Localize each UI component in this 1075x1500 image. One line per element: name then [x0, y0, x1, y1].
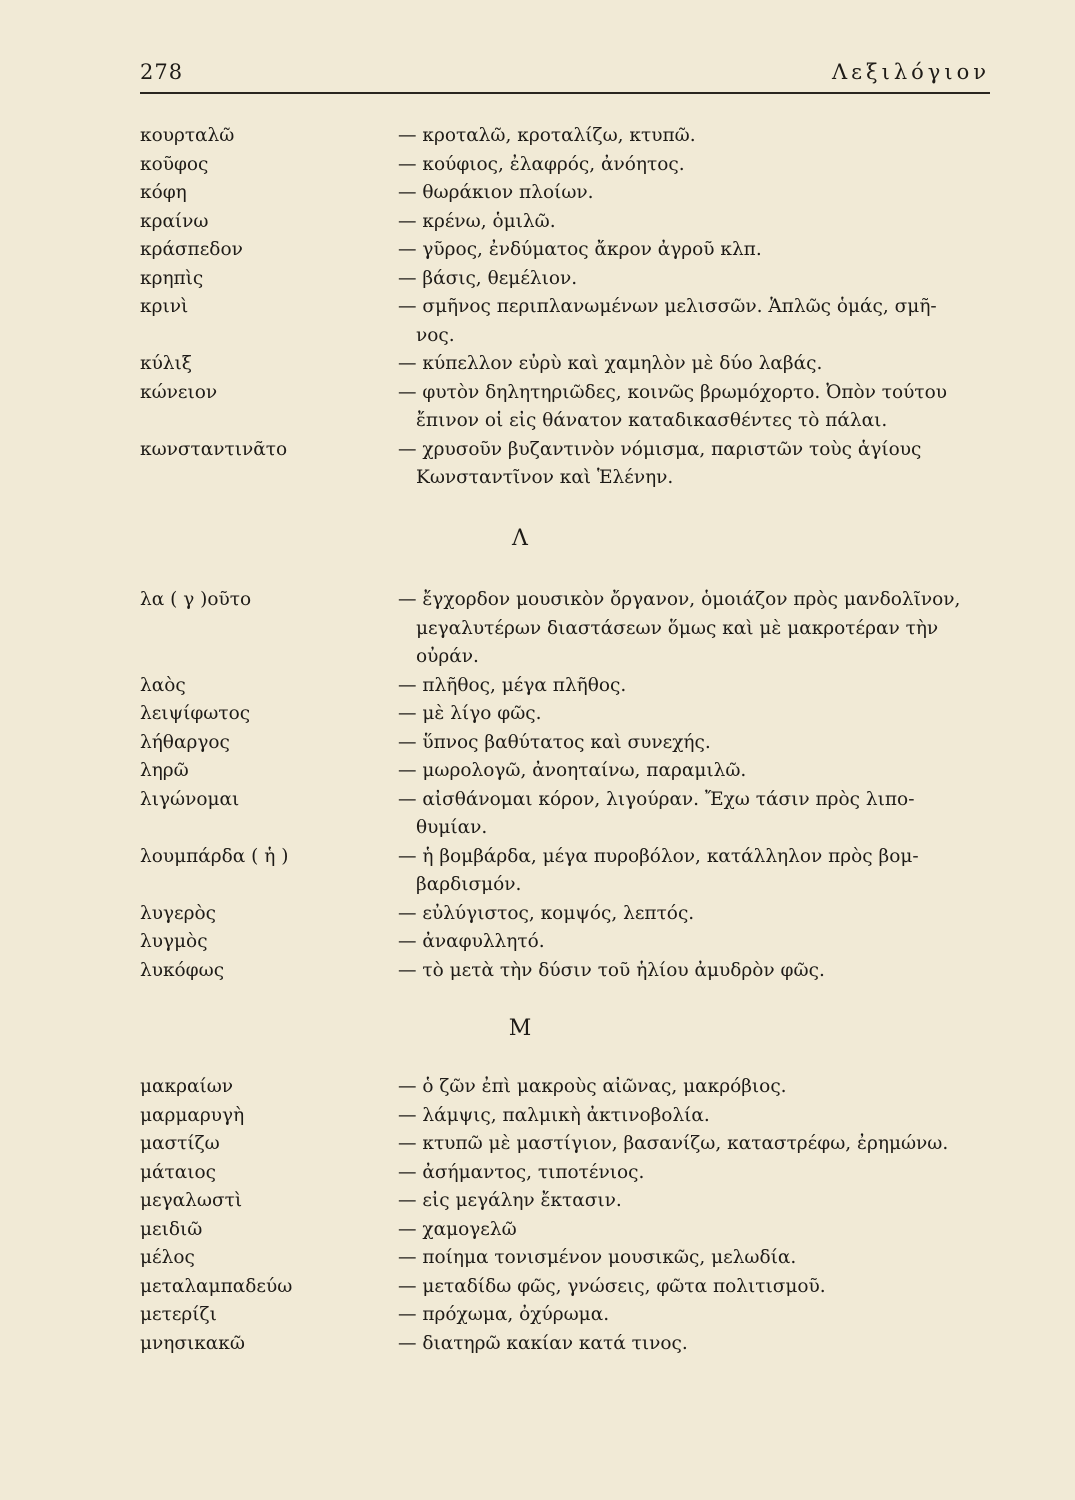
definition-line: — κύπελλον εὐρὺ καὶ χαμηλὸν μὲ δύο λαβάς. — [398, 353, 823, 374]
entry-definition — [398, 236, 998, 265]
entry-definition — [398, 586, 998, 672]
definition-line: — λάμψις, παλμικὴ ἀκτινοβολία. — [398, 1104, 710, 1126]
entry-headword: κράσπεδον — [140, 239, 243, 260]
definition-line: — σμῆνος περιπλανωμένων μελισσῶν. Ἁπλῶς ὁμάς, σμῆ- — [398, 296, 937, 317]
entry-headword: λυγερὸς — [140, 902, 216, 924]
entry-headword: μαστίζω — [140, 1133, 220, 1154]
entry-headword: κοῦφος — [140, 153, 209, 175]
entry-definition — [398, 179, 998, 208]
entry-definition — [398, 1330, 998, 1359]
dictionary-entry — [140, 1244, 1000, 1273]
entry-definition — [398, 265, 998, 294]
definition-line: — αἰσθάνομαι κόρον, λιγούραν. Ἔχω τάσιν πρὸς λιπο- — [398, 788, 915, 810]
entry-headword: λιγώνομαι — [140, 788, 240, 810]
entry-definition — [398, 1159, 998, 1188]
entry-headword: μειδιῶ — [140, 1218, 203, 1240]
definition-line: — διατηρῶ κακίαν κατά τινος. — [398, 1332, 688, 1354]
entry-definition — [398, 151, 998, 180]
dictionary-entry — [140, 1073, 1000, 1102]
dictionary-entry — [140, 786, 1000, 843]
letter-heading-lambda: Λ — [512, 526, 528, 551]
entry-definition — [398, 1301, 998, 1330]
entry-headword: λουμπάρδα ( ἡ ) — [140, 845, 289, 867]
dictionary-entry — [140, 672, 1000, 701]
dictionary-entry — [140, 265, 1000, 294]
entry-headword: λα ( γ )οῦτο — [140, 589, 252, 610]
definition-line: — κροταλῶ, κροταλίζω, κτυπῶ. — [398, 125, 696, 146]
entry-definition — [398, 1244, 998, 1273]
entry-definition — [398, 208, 998, 237]
dictionary-entry — [140, 957, 1000, 986]
definition-line: — θωράκιον πλοίων. — [398, 182, 594, 203]
definition-line: — ποίημα τονισμένον μουσικῶς, μελωδία. — [398, 1247, 797, 1268]
definition-line: — ἔγχορδον μουσικὸν ὄργανον, ὁμοιάζον πρὸς μανδολῖνον, — [398, 589, 961, 610]
dictionary-entry — [140, 179, 1000, 208]
entry-definition — [398, 1102, 998, 1131]
entry-headword: κώνειον — [140, 381, 218, 403]
definition-line: Κωνσταντῖνον καὶ Ἑλένην. — [416, 467, 674, 488]
entry-headword: μεγαλωστὶ — [140, 1190, 243, 1211]
entry-definition — [398, 1130, 998, 1159]
entry-definition — [398, 1216, 998, 1245]
dictionary-entry — [140, 900, 1000, 929]
definition-line: — φυτὸν δηλητηριῶδες, κοινῶς βρωμόχορτο. Ὀπὸν τούτου — [398, 381, 948, 403]
dictionary-entry — [140, 1102, 1000, 1131]
entry-headword: κουρταλῶ — [140, 125, 235, 146]
dictionary-entry — [140, 236, 1000, 265]
section-k — [140, 122, 1000, 493]
page-header — [140, 58, 990, 94]
definition-line: θυμίαν. — [416, 817, 488, 838]
dictionary-entry — [140, 350, 1000, 379]
entry-definition — [398, 436, 998, 493]
entry-headword: κωνσταντινᾶτο — [140, 438, 288, 460]
entry-headword: μνησικακῶ — [140, 1332, 245, 1354]
entry-headword: λειψίφωτος — [140, 703, 251, 724]
dictionary-entry — [140, 122, 1000, 151]
running-title: Λεξιλόγιον — [832, 60, 990, 84]
entry-definition — [398, 928, 998, 957]
entry-headword: μέλος — [140, 1247, 195, 1268]
definition-line: — μωρολογῶ, ἀνοηταίνω, παραμιλῶ. — [398, 760, 747, 781]
entry-definition — [398, 122, 998, 151]
dictionary-entry — [140, 1130, 1000, 1159]
definition-line: — πλῆθος, μέγα πλῆθος. — [398, 674, 627, 696]
entry-definition — [398, 757, 998, 786]
definition-line: — μεταδίδω φῶς, γνώσεις, φῶτα πολιτισμοῦ. — [398, 1275, 826, 1297]
definition-line: — κτυπῶ μὲ μαστίγιον, βασανίζω, καταστρέφω, ἐρημώνω. — [398, 1133, 949, 1154]
dictionary-entry — [140, 843, 1000, 900]
entry-headword: μεταλαμπαδεύω — [140, 1275, 293, 1297]
definition-line: — ὕπνος βαθύτατος καὶ συνεχής. — [398, 731, 711, 753]
definition-line: νος. — [416, 324, 455, 346]
dictionary-entry — [140, 700, 1000, 729]
dictionary-entry — [140, 1273, 1000, 1302]
definition-line: — εὐλύγιστος, κομψός, λεπτός. — [398, 902, 695, 924]
definition-line: βαρδισμόν. — [416, 874, 522, 895]
definition-line: — κούφιος, ἐλαφρός, ἀνόητος. — [398, 153, 685, 175]
letter-heading-mu: Μ — [508, 1016, 532, 1041]
entry-headword: λαὸς — [140, 674, 186, 696]
definition-line: — ἡ βομβάρδα, μέγα πυροβόλον, κατάλληλον πρὸς βομ- — [398, 845, 919, 867]
definition-line: — εἰς μεγάλην ἔκτασιν. — [398, 1190, 622, 1211]
dictionary-entry — [140, 208, 1000, 237]
entry-headword: κύλιξ — [140, 353, 192, 374]
entry-headword: ληρῶ — [140, 760, 189, 781]
entry-headword: μάταιος — [140, 1161, 216, 1183]
entry-headword: κρινὶ — [140, 296, 189, 317]
definition-line: μεγαλυτέρων διαστάσεων ὅμως καὶ μὲ μακροτέραν τὴν — [416, 617, 939, 639]
dictionary-entry — [140, 379, 1000, 436]
definition-line: — χαμογελῶ — [398, 1218, 517, 1240]
entry-definition — [398, 379, 998, 436]
definition-line: ἔπινον οἱ εἰς θάνατον καταδικασθέντες τὸ πάλαι. — [416, 410, 888, 431]
entry-definition — [398, 843, 998, 900]
entry-definition — [398, 729, 998, 758]
entry-headword: κραίνω — [140, 210, 209, 232]
section-m — [140, 1073, 1000, 1358]
dictionary-entry — [140, 757, 1000, 786]
dictionary-entry — [140, 586, 1000, 672]
definition-line: — μὲ λίγο φῶς. — [398, 703, 542, 724]
definition-line: — κρένω, ὁμιλῶ. — [398, 210, 556, 232]
definition-line: — πρόχωμα, ὀχύρωμα. — [398, 1304, 610, 1325]
entry-headword: λυκόφως — [140, 959, 225, 981]
dictionary-entry — [140, 293, 1000, 350]
definition-line: — βάσις, θεμέλιον. — [398, 267, 578, 289]
definition-line: — ἀναφυλλητό. — [398, 931, 545, 952]
dictionary-entry — [140, 1187, 1000, 1216]
section-l — [140, 586, 1000, 985]
entry-headword: μετερίζι — [140, 1304, 217, 1325]
dictionary-entry — [140, 928, 1000, 957]
entry-headword: κόφη — [140, 182, 187, 203]
entry-definition — [398, 1187, 998, 1216]
entry-definition — [398, 1073, 998, 1102]
definition-line: — ὁ ζῶν ἐπὶ μακροὺς αἰῶνας, μακρόβιος. — [398, 1076, 787, 1097]
definition-line: οὐράν. — [416, 646, 479, 667]
entry-headword: λυγμὸς — [140, 931, 208, 952]
definition-line: — χρυσοῦν βυζαντινὸν νόμισμα, παριστῶν τοὺς ἁγίους — [398, 438, 922, 460]
entry-headword: μαρμαρυγὴ — [140, 1104, 245, 1126]
definition-line: — ἀσήμαντος, τιποτένιος. — [398, 1161, 645, 1183]
entry-definition — [398, 957, 998, 986]
dictionary-entry — [140, 436, 1000, 493]
entry-definition — [398, 700, 998, 729]
definition-line: — τὸ μετὰ τὴν δύσιν τοῦ ἡλίου ἀμυδρὸν φῶς. — [398, 959, 825, 981]
entry-headword: μακραίων — [140, 1076, 234, 1097]
entry-definition — [398, 786, 998, 843]
dictionary-entry — [140, 729, 1000, 758]
dictionary-entry — [140, 1159, 1000, 1188]
entry-definition — [398, 900, 998, 929]
entry-definition — [398, 672, 998, 701]
entry-definition — [398, 350, 998, 379]
entry-headword: λήθαργος — [140, 731, 230, 753]
dictionary-entry — [140, 151, 1000, 180]
definition-line: — γῦρος, ἐνδύματος ἄκρον ἀγροῦ κλπ. — [398, 239, 762, 260]
dictionary-entry — [140, 1330, 1000, 1359]
dictionary-entry — [140, 1301, 1000, 1330]
entry-headword: κρηπὶς — [140, 267, 204, 289]
dictionary-entry — [140, 1216, 1000, 1245]
page-number: 278 — [140, 60, 184, 84]
entry-definition — [398, 1273, 998, 1302]
entry-definition — [398, 293, 998, 350]
